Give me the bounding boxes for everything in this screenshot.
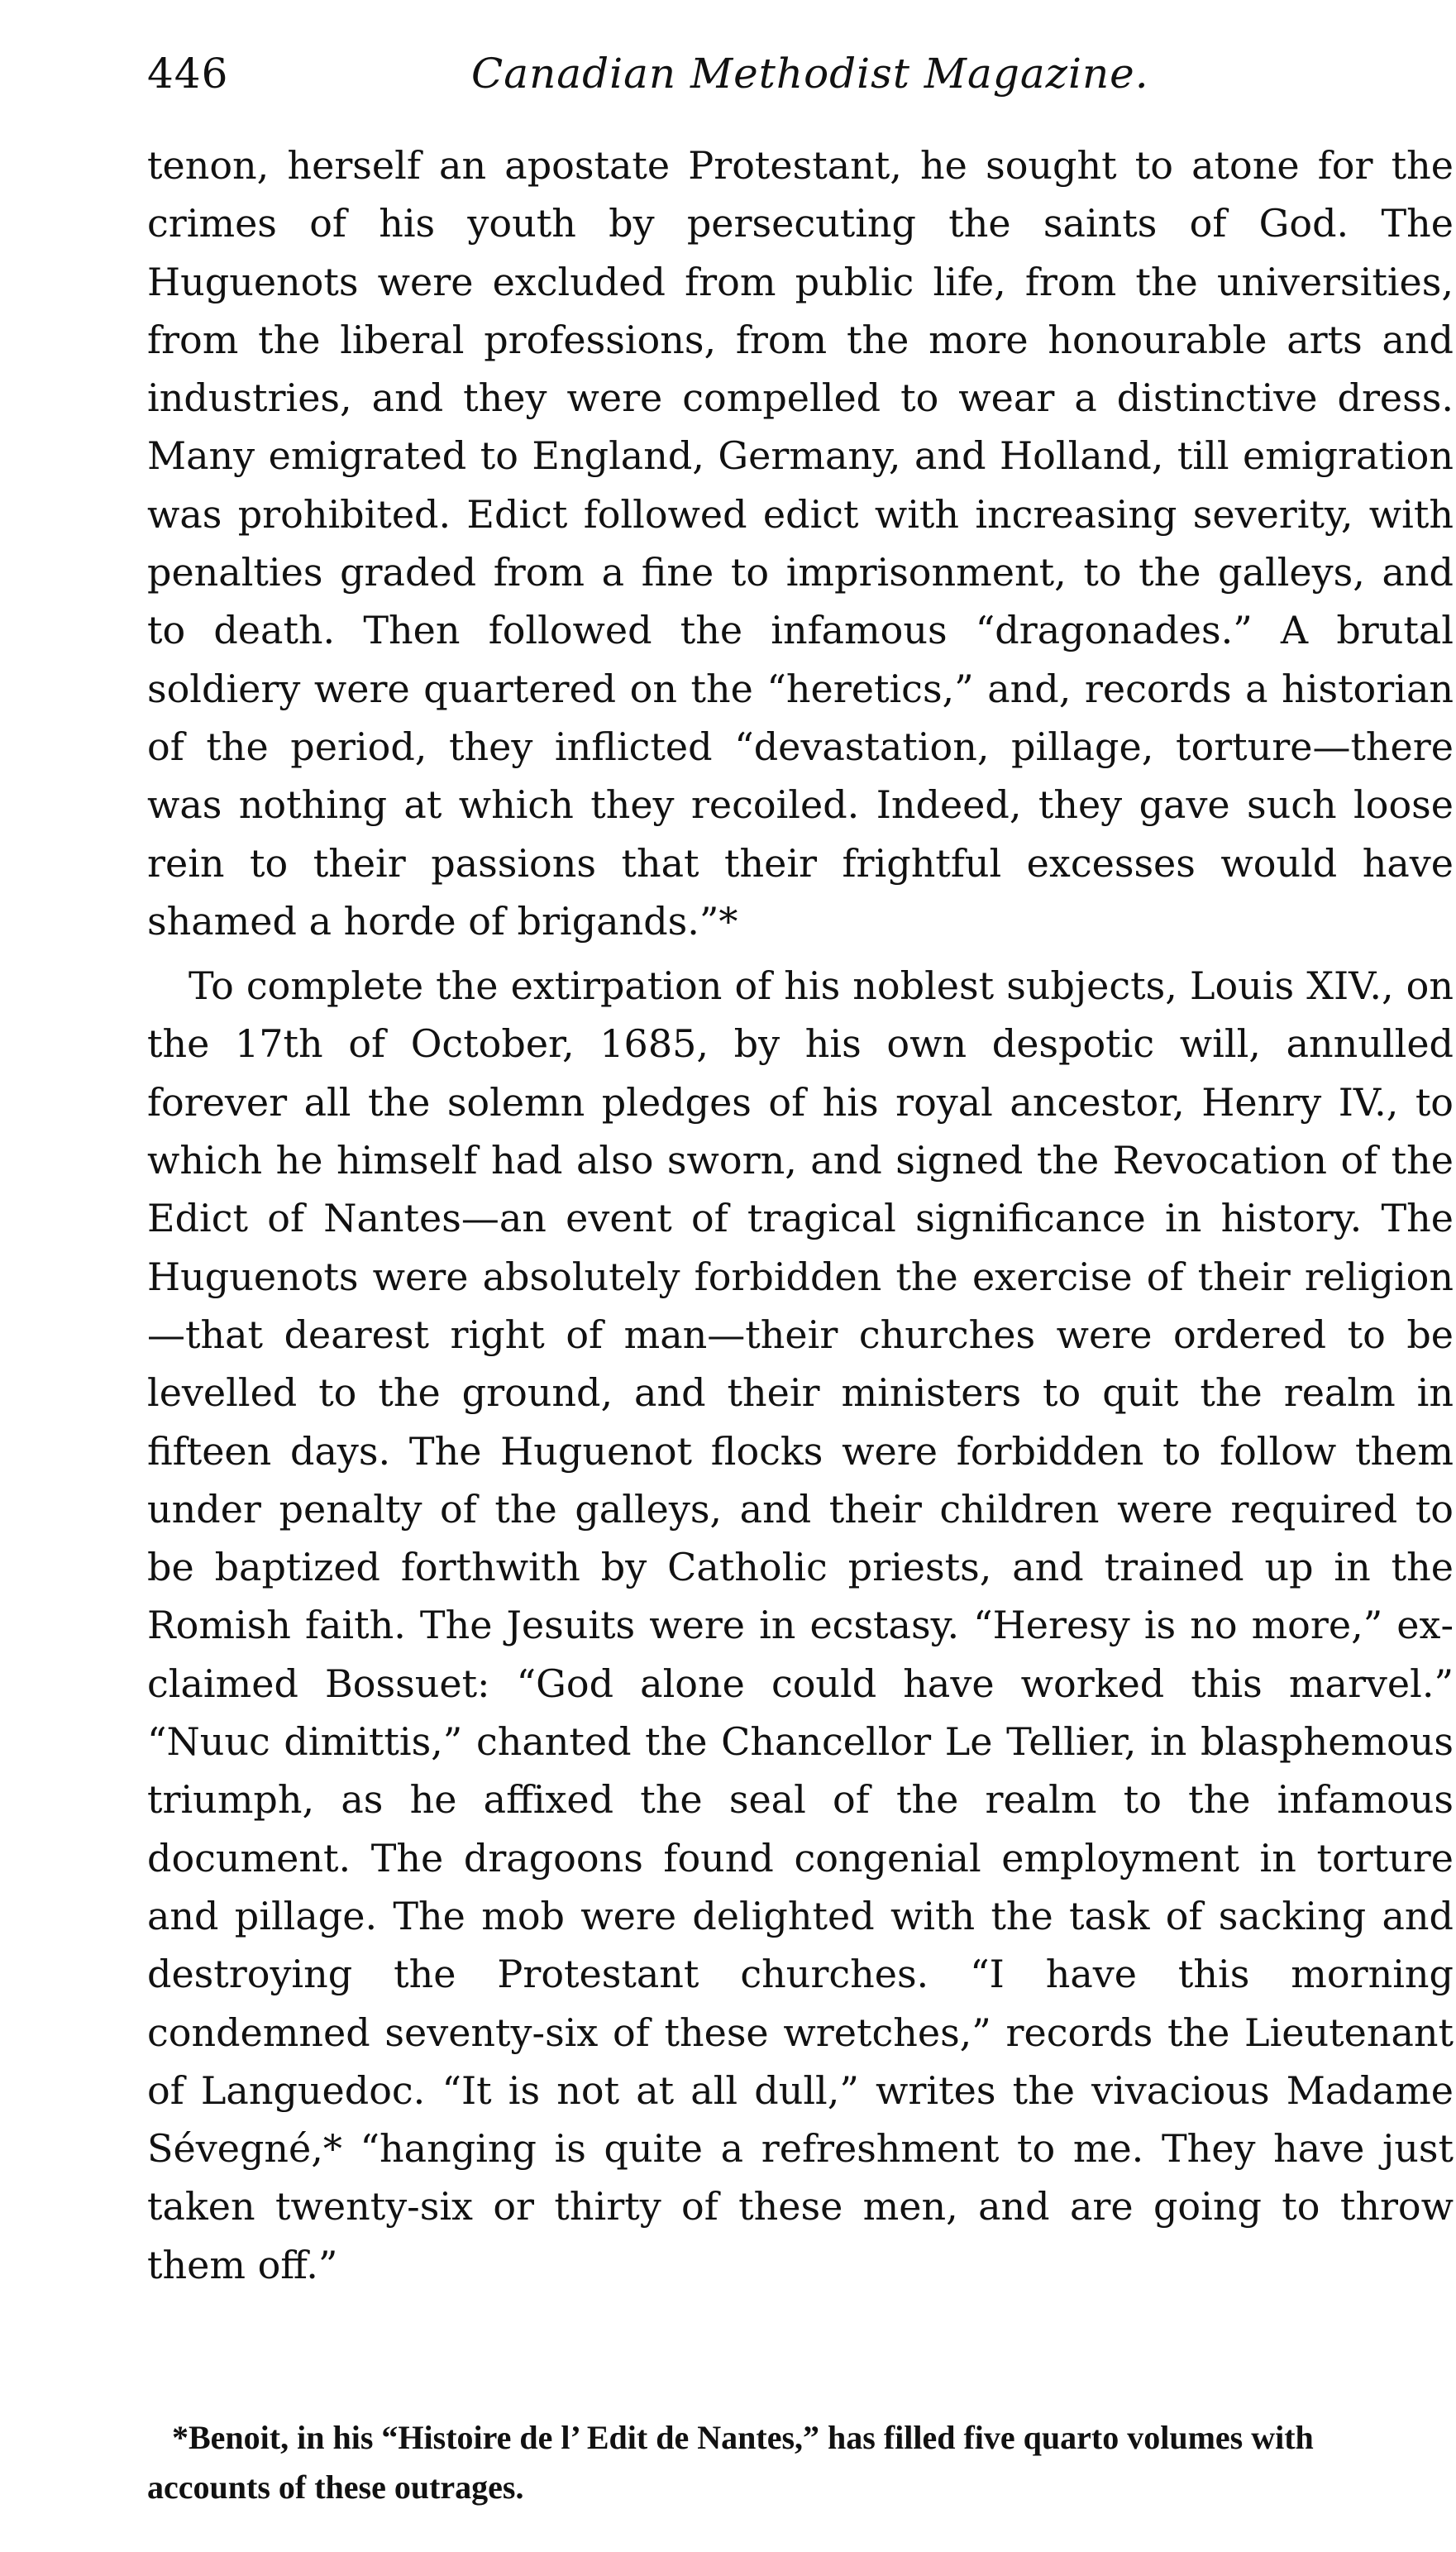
footnote: *Benoit, in his “Histoire de l’ Edit de Nantes,” has filled five quarto volumes with accounts of these outrages. (147, 2419, 1314, 2506)
book-page (124, 41, 1454, 2530)
paragraph-2: To complete the extirpation of his noblest subjects, Louis XIV., on the 17th of October, 1685, by his own despotic will, annulled forever all the solemn pledges of his royal ancestor, Henry IV., to which he himself had also sworn, and signed the Revocation of the Edict of Nantes—an event of tragical significance in history. The Huguenots were absolutely forbidden the exercise of their religion—that dearest right of man—their churches were ordered to be levelled to the ground, and their ministers to quit the realm in fifteen days. The Huguenot flocks were forbidden to follow them under penalty of the galleys, and their children were required to be baptized forthwith by Catholic priests, and trained up in the Romish faith. The Jesuits were in ecstasy. “Heresy is no more,” exclaimed Bossuet: “God alone could have worked this marvel.” “Nuuc dimittis,” chanted the Chancellor Le Tellier, in blasphemous triumph, as he affixed the seal of the realm to the infamous document. The dragoons found congenial employment in torture and pillage. The mob were delighted with the task of sacking and destroying the Protestant churches. “I have this morning condemned seventy-six of these wretches,” records the Lieutenant of Languedoc. “It is not at all dull,” writes the vivacious Madame Sévegné,* “hanging is quite a refreshment to me. They have just taken twenty-six or thirty of these men, and are going to throw them off.” (147, 963, 1454, 2287)
running-title: Canadian Methodist Magazine. (471, 50, 1149, 98)
page-header (124, 41, 1166, 108)
body-text (147, 136, 1454, 2294)
page-number: 446 (147, 50, 229, 98)
paragraph-1: tenon, herself an apostate Protestant, he sought to atone for the crimes of his youth by persecuting the saints of God. The Huguenots were excluded from public life, from the universities, from the liberal professions, from the more honourable arts and industries, and they were compelled to wear a distinctive dress. Many emigrated to England, Germany, and Holland, till emigration was prohibited. Edict followed edict with increasing severity, with penalties graded from a fine to imprisonment, to the galleys, and to death. Then followed the infamous “dragonades.” A brutal soldiery were quartered on the “heretics,” and, records a historian of the period, they inflicted “devastation, pillage, torture—there was nothing at which they recoiled. Indeed, they gave such loose rein to their passions that their frightful excesses would have shamed a horde of brigands.”* (147, 143, 1454, 944)
